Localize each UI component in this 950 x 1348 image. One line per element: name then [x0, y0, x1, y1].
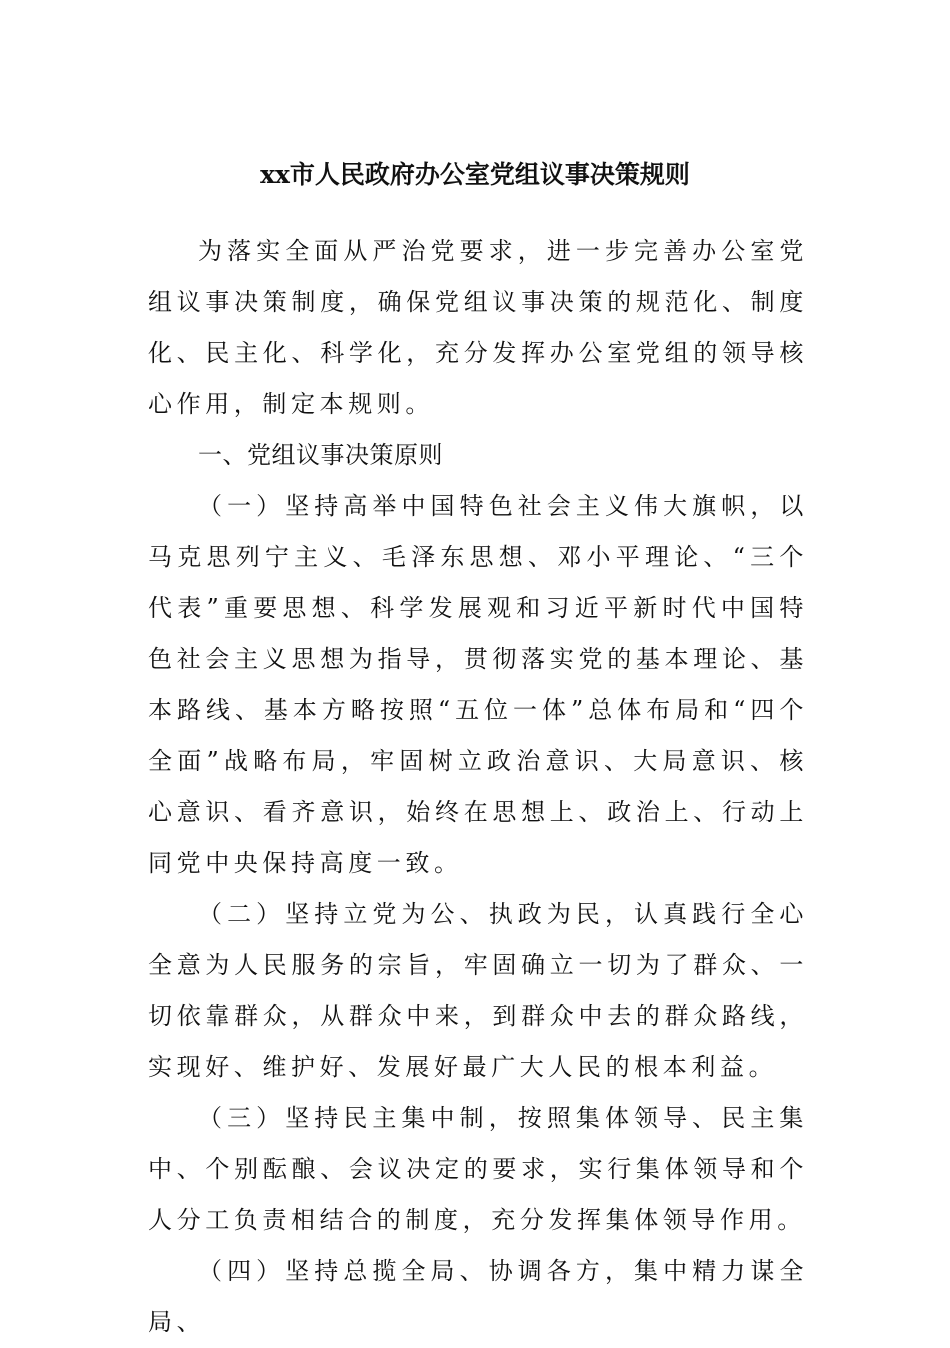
- principle-item-2: （二）坚持立党为公、执政为民，认真践行全心全意为人民服务的宗旨，牢固确立一切为了群众、一切依靠群众，从群众中来，到群众中去的群众路线，实现好、维护好、发展好最广大人民的根本利益。: [148, 900, 808, 1081]
- document-title: xx市人民政府办公室党组议事决策规则: [260, 160, 690, 189]
- section-heading: 一、党组议事决策原则: [198, 441, 443, 469]
- principle-item-3: （三）坚持民主集中制，按照集体领导、民主集中、个别酝酿、会议决定的要求，实行集体领导和个人分工负责相结合的制度，充分发挥集体领导作用。: [148, 1104, 808, 1234]
- principle-item-4: （四）坚持总揽全局、协调各方，集中精力谋全局、: [148, 1257, 808, 1336]
- document-body: [148, 226, 808, 1348]
- intro-paragraph: 为落实全面从严治党要求，进一步完善办公室党组议事决策制度，确保党组议事决策的规范化、制度化、民主化、科学化，充分发挥办公室党组的领导核心作用，制定本规则。: [148, 237, 808, 418]
- principle-item-1: （一）坚持高举中国特色社会主义伟大旗帜，以马克思列宁主义、毛泽东思想、邓小平理论、“三个代表”重要思想、科学发展观和习近平新时代中国特色社会主义思想为指导，贯彻落实党的基本理论、基本路线、基本方略按照“五位一体”总体布局和“四个全面”战略布局，牢固树立政治意识、大局意识、核心意识、看齐意识，始终在思想上、政治上、行动上同党中央保持高度一致。: [148, 492, 808, 877]
